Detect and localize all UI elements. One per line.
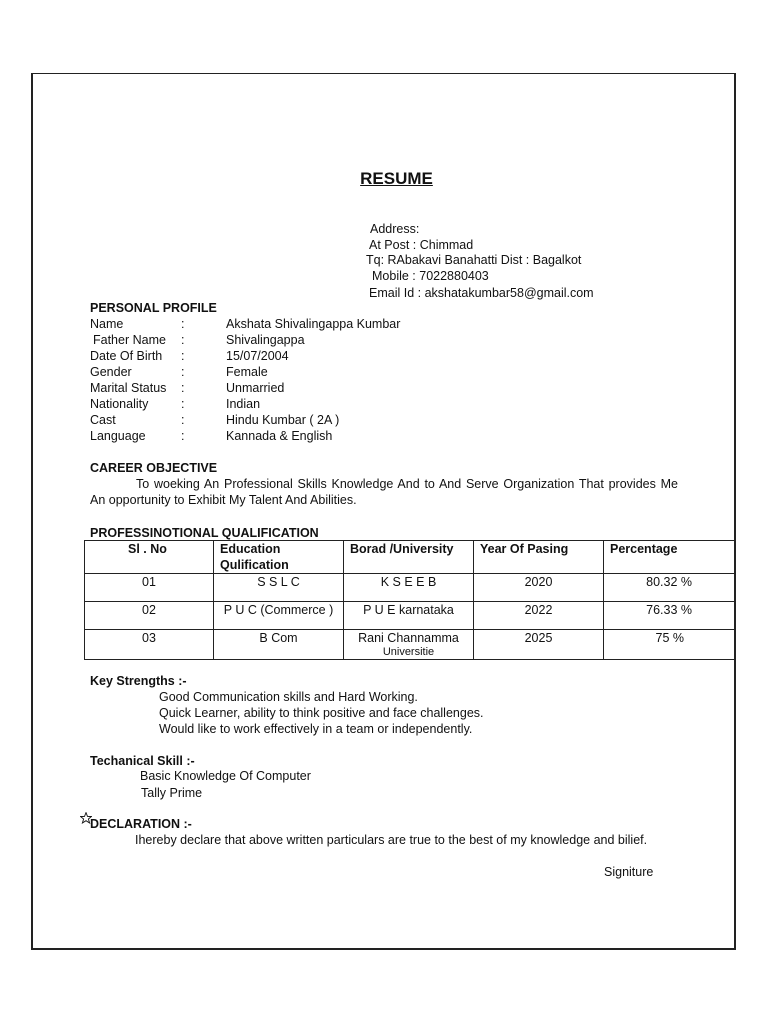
page-title: RESUME bbox=[360, 169, 433, 188]
board-name: K S E E B bbox=[380, 575, 437, 589]
table-row bbox=[85, 630, 735, 660]
profile-colon: : bbox=[181, 365, 185, 379]
career-objective-heading: CAREER OBJECTIVE bbox=[90, 461, 218, 475]
cell-percentage: 75 % bbox=[604, 630, 735, 660]
cell-education: S S L C bbox=[214, 574, 344, 602]
profile-colon: : bbox=[181, 333, 185, 347]
qualification-table bbox=[84, 540, 735, 660]
profile-value: 15/07/2004 bbox=[226, 349, 289, 363]
key-strength-item: Quick Learner, ability to think positive and face challenges. bbox=[159, 706, 484, 720]
profile-colon: : bbox=[181, 381, 185, 395]
profile-value: Indian bbox=[226, 397, 261, 411]
technical-skill-heading: Techanical Skill :- bbox=[90, 754, 195, 768]
profile-colon: : bbox=[181, 317, 185, 331]
table-row bbox=[85, 574, 735, 602]
address-email: Email Id : akshatakumbar58@gmail.com bbox=[369, 286, 594, 300]
profile-label: Date Of Birth bbox=[90, 349, 163, 363]
cell-board bbox=[344, 602, 474, 630]
career-objective-text bbox=[90, 476, 678, 508]
cell-percentage: 80.32 % bbox=[604, 574, 735, 602]
profile-value: Hindu Kumbar ( 2A ) bbox=[226, 413, 340, 427]
column-header: Year Of Pasing bbox=[474, 541, 604, 574]
column-header: Borad /University bbox=[344, 541, 474, 574]
table-row bbox=[85, 602, 735, 630]
personal-profile-heading: PERSONAL PROFILE bbox=[90, 301, 217, 315]
profile-value: Akshata Shivalingappa Kumbar bbox=[226, 317, 401, 331]
profile-value: Kannada & English bbox=[226, 429, 333, 443]
cell-education: P U C (Commerce ) bbox=[214, 602, 344, 630]
profile-value: Female bbox=[226, 365, 268, 379]
profile-colon: : bbox=[181, 349, 185, 363]
cell-board bbox=[344, 630, 474, 660]
profile-label: Name bbox=[90, 317, 124, 331]
career-objective-body: To woeking An Professional Skills Knowledge And to And Serve Organization That provides Me An opportunity to Exhibit My Talent And Abilities. bbox=[90, 477, 678, 507]
board-name: Rani Channamma bbox=[358, 631, 459, 645]
column-header: Percentage bbox=[604, 541, 735, 574]
profile-label: Gender bbox=[90, 365, 132, 379]
profile-value: Unmarried bbox=[226, 381, 285, 395]
profile-label: Marital Status bbox=[90, 381, 167, 395]
profile-value: Shivalingappa bbox=[226, 333, 305, 347]
cell-year: 2020 bbox=[474, 574, 604, 602]
key-strengths-heading: Key Strengths :- bbox=[90, 674, 187, 688]
profile-label: Nationality bbox=[90, 397, 149, 411]
profile-label: Father Name bbox=[93, 333, 166, 347]
board-name: P U E karnataka bbox=[363, 603, 454, 617]
declaration-text: Ihereby declare that above written particulars are true to the best of my knowledge and bilief. bbox=[135, 833, 648, 847]
cell-board bbox=[344, 574, 474, 602]
technical-skill-item: Tally Prime bbox=[141, 786, 203, 800]
declaration-heading: DECLARATION :- bbox=[90, 817, 192, 831]
qualification-heading: PROFESSINOTIONAL QUALIFICATION bbox=[90, 526, 319, 540]
key-strength-item: Good Communication skills and Hard Working. bbox=[159, 690, 418, 704]
cell-year: 2022 bbox=[474, 602, 604, 630]
signature-label: Signiture bbox=[604, 865, 654, 879]
cell-education: B Com bbox=[214, 630, 344, 660]
column-header: Sl . No bbox=[85, 541, 214, 574]
column-header: Education Qulification bbox=[214, 541, 344, 574]
cell-sl: 01 bbox=[85, 574, 214, 602]
cell-sl: 03 bbox=[85, 630, 214, 660]
profile-label: Cast bbox=[90, 413, 116, 427]
profile-colon: : bbox=[181, 413, 185, 427]
key-strength-item: Would like to work effectively in a team or independently. bbox=[159, 722, 473, 736]
address-mobile: Mobile : 7022880403 bbox=[372, 269, 489, 283]
address-taluk: Tq: RAbakavi Banahatti Dist : Bagalkot bbox=[366, 253, 582, 267]
profile-label: Language bbox=[90, 429, 146, 443]
profile-colon: : bbox=[181, 429, 185, 443]
cell-year: 2025 bbox=[474, 630, 604, 660]
profile-colon: : bbox=[181, 397, 185, 411]
cell-percentage: 76.33 % bbox=[604, 602, 735, 630]
table-header-row bbox=[85, 541, 735, 574]
board-name-sub: Universitie bbox=[382, 646, 435, 658]
technical-skill-item: Basic Knowledge Of Computer bbox=[140, 769, 311, 783]
cell-sl: 02 bbox=[85, 602, 214, 630]
address-post: At Post : Chimmad bbox=[369, 238, 474, 252]
address-heading: Address: bbox=[370, 222, 420, 236]
